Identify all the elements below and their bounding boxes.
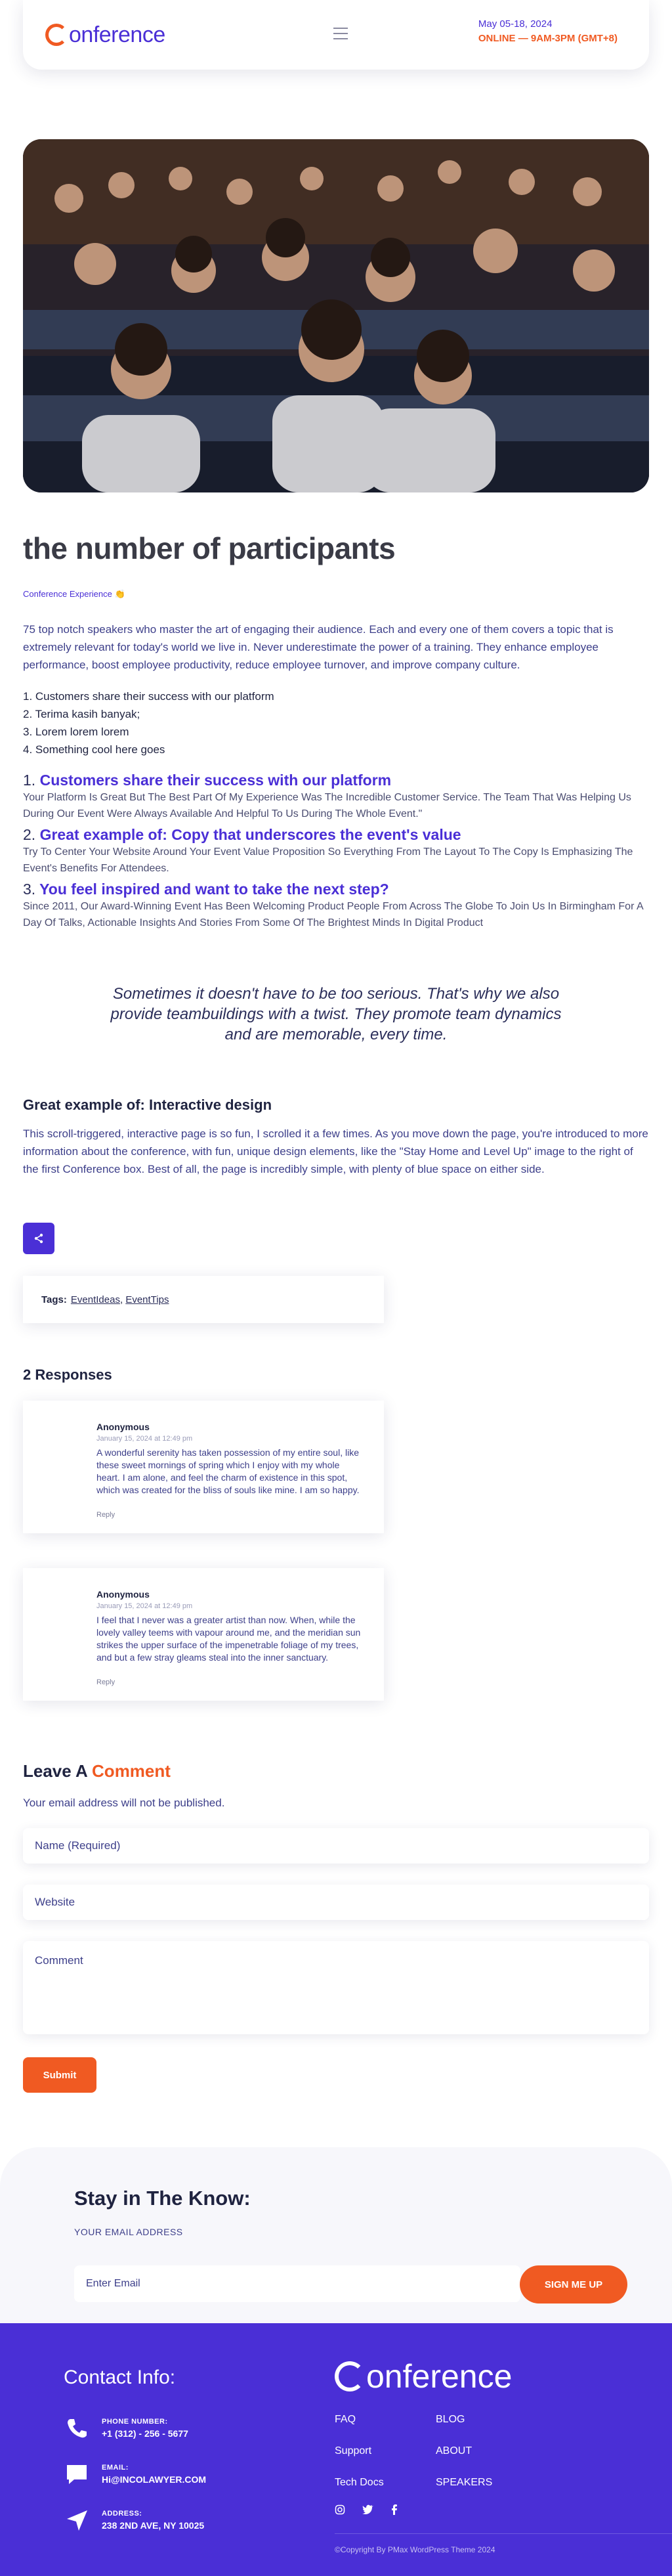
site-footer	[0, 2323, 672, 2576]
list-item: 4. Something cool here goes	[23, 743, 165, 756]
footer-link-speakers[interactable]: SPEAKERS	[436, 2477, 493, 2488]
section-body: This scroll-triggered, interactive page is so fun, I scrolled it a few times. As you move down the page, you're introduced to more information about the conference, with fun, unique design elements, like the "Stay Home and Level Up" image to the right of the first Conference box. Best of all, the page is incredibly simple, with plenty of blue space on either side.	[23, 1127, 648, 1175]
detail-list	[23, 772, 649, 935]
post-intro: 75 top notch speakers who master the art of engaging their audience. Each and every one of them covers a topic that is extremely relevant for today's world we live in. Never underestimate the power of a training. They enhance employee performance, boost employee productivity, reduce employee turnover, and improve company culture.	[23, 623, 614, 671]
event-info	[478, 17, 618, 46]
site-header	[23, 0, 649, 70]
footer-link-about[interactable]: ABOUT	[436, 2445, 472, 2456]
detail-body: Try To Center Your Website Around Your Event Value Proposition So Everything From The Layout To The Copy Is Emphasizing The Event's Benefits For Attendees.	[23, 846, 633, 874]
footer-link-faq[interactable]: FAQ	[335, 2414, 356, 2425]
detail-heading: You feel inspired and want to take the next step?	[39, 881, 389, 898]
logo-c-icon	[45, 24, 68, 46]
detail-number: 3.	[23, 881, 36, 898]
copyright: ©Copyright By PMax WordPress Theme 2024	[335, 2545, 495, 2554]
comment-form-note: Your email address will not be published.	[23, 1797, 225, 1809]
list-item: 3. Lorem lorem lorem	[23, 726, 129, 738]
detail-item	[23, 881, 649, 931]
logo-text: onference	[69, 22, 165, 47]
twitter-icon[interactable]	[362, 2504, 374, 2517]
location-arrow-icon	[64, 2507, 90, 2533]
event-time: ONLINE — 9AM-3PM (GMT+8)	[478, 33, 618, 44]
comment-card	[23, 1401, 384, 1533]
list-item: 2. Terima kasih banyak;	[23, 708, 140, 720]
sign-me-up-button[interactable]: SIGN ME UP	[520, 2265, 627, 2303]
website-field[interactable]: Website	[23, 1885, 649, 1920]
tags-box	[23, 1276, 384, 1323]
chat-icon	[64, 2461, 90, 2487]
footer-logo[interactable]	[335, 2357, 512, 2395]
hero-audience-image	[23, 139, 649, 492]
facebook-icon[interactable]	[391, 2504, 398, 2517]
detail-heading: Great example of: Copy that underscores the event's value	[39, 826, 461, 843]
simple-list	[23, 688, 274, 758]
instagram-icon[interactable]	[335, 2504, 345, 2517]
detail-number: 1.	[23, 772, 36, 789]
footer-link-support[interactable]: Support	[335, 2445, 372, 2456]
footer-logo-text: onference	[366, 2358, 513, 2395]
contact-value[interactable]: +1 (312) - 256 - 5677	[102, 2428, 188, 2439]
comment-text: I feel that I never was a greater artist than now. When, while the lovely valley teems with vapour around me, and the meridian sun strikes the upper surface of the impenetrable foliage of my trees, and but a few stray gleams steal into the inner sanctuary.	[96, 1615, 361, 1663]
contact-label: EMAIL:	[102, 2464, 129, 2472]
submit-button[interactable]: Submit	[23, 2057, 96, 2093]
newsletter-label: YOUR EMAIL ADDRESS	[74, 2227, 183, 2237]
responses-heading: 2 Responses	[23, 1366, 112, 1383]
comment-text: A wonderful serenity has taken possession of my entire soul, like these sweet mornings of spring which I enjoy with my whole heart. I am alone, and feel the charm of existence in this spot, which was created for the bliss of souls like mine. I am so happy.	[96, 1447, 360, 1495]
list-item: 1. Customers share their success with our platform	[23, 690, 274, 703]
reply-link[interactable]: Reply	[96, 1678, 116, 1686]
detail-number: 2.	[23, 826, 36, 843]
tag-link[interactable]: EventTips	[125, 1294, 169, 1305]
contact-email	[64, 2461, 206, 2487]
contact-address	[64, 2507, 204, 2533]
section-heading: Great example of: Interactive design	[23, 1097, 272, 1113]
newsletter-email-input[interactable]: Enter Email	[74, 2265, 520, 2302]
comment-date: January 15, 2024 at 12:49 pm	[96, 1435, 193, 1443]
comment-author: Anonymous	[96, 1422, 150, 1432]
footer-divider	[335, 2533, 672, 2534]
contact-value[interactable]: Hi@INCOLAWYER.COM	[102, 2474, 207, 2485]
detail-body: Since 2011, Our Award-Winning Event Has Been Welcoming Product People From Across The Globe To Join Us In Birmingham For A Day Of Talks, Actionable Insights And Stories From Some Of The Brightest Minds In Digital Product	[23, 901, 643, 928]
tag-link[interactable]: EventIdeas	[70, 1294, 120, 1305]
detail-item	[23, 772, 649, 822]
detail-heading: Customers share their success with our platform	[39, 772, 392, 789]
hamburger-menu-icon[interactable]	[333, 25, 348, 42]
comment-form-heading-main: Leave A	[23, 1761, 87, 1781]
contact-phone	[64, 2415, 188, 2441]
audience-illustration	[23, 139, 649, 492]
comment-card	[23, 1568, 384, 1701]
logo-c-icon	[335, 2361, 365, 2391]
detail-body: Your Platform Is Great But The Best Part Of My Experience Was The Incredible Customer Service. The Team That Was Helping Us During Our Event Were Always Available And Helpful To Us During The Whole Event."	[23, 792, 631, 819]
site-logo[interactable]	[45, 22, 165, 48]
comment-author: Anonymous	[96, 1589, 150, 1600]
contact-label: ADDRESS:	[102, 2510, 142, 2518]
post-category-link[interactable]: Conference Experience 👏	[23, 589, 125, 599]
phone-icon	[64, 2415, 90, 2441]
share-icon	[33, 1233, 45, 1244]
newsletter-title: Stay in The Know:	[74, 2187, 251, 2210]
reply-link[interactable]: Reply	[96, 1511, 116, 1519]
contact-label: PHONE NUMBER:	[102, 2418, 168, 2426]
comment-date: January 15, 2024 at 12:49 pm	[96, 1602, 193, 1610]
comment-textarea[interactable]: Comment	[23, 1941, 649, 2034]
comment-form-heading-accent: Comment	[92, 1761, 171, 1781]
post-title: the number of participants	[23, 531, 396, 565]
comment-form-heading	[23, 1761, 171, 1781]
tag-separator: ,	[119, 1294, 123, 1305]
contact-title: Contact Info:	[64, 2367, 176, 2388]
name-field[interactable]: Name (Required)	[23, 1828, 649, 1864]
detail-item	[23, 826, 649, 877]
contact-value: 238 2ND AVE, NY 10025	[102, 2520, 205, 2531]
tags-label: Tags:	[41, 1294, 67, 1305]
share-button[interactable]	[23, 1223, 54, 1254]
footer-link-blog[interactable]: BLOG	[436, 2414, 465, 2425]
event-date: May 05-18, 2024	[478, 18, 553, 30]
pull-quote: Sometimes it doesn't have to be too serious. That's why we also provide teambuildings with a twist. They promote team dynamics and are memorable, every time.	[110, 985, 562, 1043]
footer-link-tech-docs[interactable]: Tech Docs	[335, 2477, 384, 2488]
